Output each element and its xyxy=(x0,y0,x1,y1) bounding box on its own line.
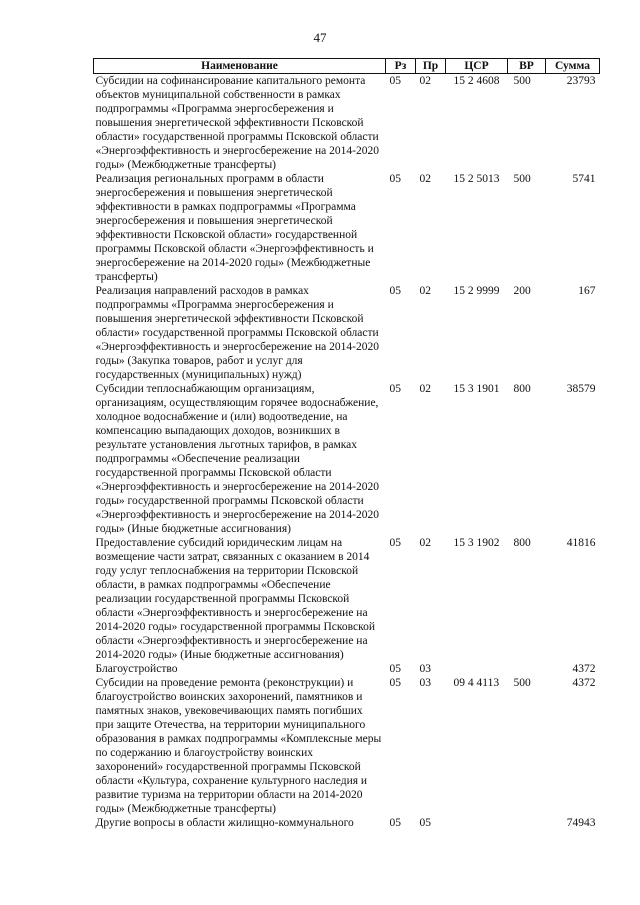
row-pr: 02 xyxy=(419,173,431,185)
table-header-row xyxy=(94,59,600,74)
row-sum: 5741 xyxy=(572,173,596,185)
row-sum: 38579 xyxy=(566,383,596,395)
row-vr: 200 xyxy=(513,285,531,297)
table-row xyxy=(94,172,600,284)
row-csr: 09 4 4113 xyxy=(453,677,500,689)
row-rz: 05 xyxy=(389,173,401,185)
row-vr: 500 xyxy=(513,173,531,185)
row-csr: 15 2 4608 xyxy=(453,75,500,87)
row-csr: 15 2 9999 xyxy=(453,285,500,297)
row-sum: 167 xyxy=(578,285,596,297)
row-vr xyxy=(508,816,546,830)
row-pr: 02 xyxy=(419,75,431,87)
row-sum: 23793 xyxy=(566,75,596,87)
row-name: Субсидии на софинансирование капитального ремонта объектов муниципальной собственности в рамках подпрограммы «Программа энергосбережения и повышения энергетической эффективности Псковской области» государственной программы Псковской области «Энергоэффективность и энергосбережение на 2014-2020 годы» (Межбюджетные трансферты) xyxy=(95,75,379,171)
row-pr: 02 xyxy=(419,537,431,549)
page-number: 47 xyxy=(313,30,327,45)
header-pr: Пр xyxy=(416,59,446,74)
table-row xyxy=(94,662,600,676)
row-name: Реализация направлений расходов в рамках подпрограммы «Программа энергосбережения и повышения энергетической эффективности Псковской области» государственной программы Псковской области «Энергоэффективность и энергосбережение на 2014-2020 годы» (Закупка товаров, работ и услуг для государственных (муниципальных) нужд) xyxy=(95,285,379,381)
row-vr: 500 xyxy=(513,75,531,87)
table-row xyxy=(94,816,600,830)
row-sum: 74943 xyxy=(566,817,596,829)
row-name: Реализация региональных программ в области энергосбережения и повышения энергетической эффективности в рамках подпрограммы «Программа энергосбережения и повышения энергетической эффективности Псковской области» государственной программы Псковской области «Энергоэффективность и энергосбережение на 2014-2020 годы» (Межбюджетные трансферты) xyxy=(95,173,374,283)
row-rz: 05 xyxy=(389,817,401,829)
header-sum: Сумма xyxy=(546,59,600,74)
row-sum: 41816 xyxy=(566,537,596,549)
row-vr: 500 xyxy=(513,677,531,689)
row-rz: 05 xyxy=(389,285,401,297)
row-pr: 03 xyxy=(419,677,431,689)
budget-table xyxy=(93,58,600,830)
row-csr: 15 3 1902 xyxy=(453,537,500,549)
header-csr: ЦСР xyxy=(446,59,508,74)
row-csr xyxy=(446,662,508,676)
row-rz: 05 xyxy=(389,75,401,87)
table-row xyxy=(94,676,600,816)
row-name: Субсидии на проведение ремонта (реконструкции) и благоустройство воинских захоронений, памятников и памятных знаков, увековечивающих память погибших при защите Отечества, на территории муниципального образования в рамках подпрограммы «Комплексные меры по содержанию и благоустройству воинских захоронений» государственной программы Псковской области «Культура, сохранение культурного наследия и развитие туризма на территории области на 2014-2020 годы» (Межбюджетные трансферты) xyxy=(95,677,382,815)
table-row xyxy=(94,74,600,173)
row-name: Благоустройство xyxy=(95,663,178,675)
row-rz: 05 xyxy=(389,383,401,395)
row-vr xyxy=(508,662,546,676)
row-sum: 4372 xyxy=(572,663,596,675)
row-vr: 800 xyxy=(513,537,531,549)
table-row xyxy=(94,284,600,382)
row-sum: 4372 xyxy=(572,677,596,689)
row-pr: 03 xyxy=(419,663,431,675)
row-pr: 02 xyxy=(419,383,431,395)
row-pr: 02 xyxy=(419,285,431,297)
row-rz: 05 xyxy=(389,677,401,689)
row-name: Предоставление субсидий юридическим лицам на возмещение части затрат, связанных с оказанием в 2014 году услуг теплоснабжения на территории Псковской области, в рамках подпрограммы «Обеспечение реализации государственной программы Псковской области «Энергоэффективность и энергосбережение на 2014-2020 годы» государственной программы Псковской области «Энергоэффективность и энергосбережение на 2014-2020 годы» (Иные бюджетные ассигнования) xyxy=(95,537,376,661)
row-vr: 800 xyxy=(513,383,531,395)
row-name: Другие вопросы в области жилищно-коммунального xyxy=(95,817,354,829)
header-name: Наименование xyxy=(94,59,386,74)
header-rz: Рз xyxy=(386,59,416,74)
table-row xyxy=(94,536,600,662)
row-csr: 15 2 5013 xyxy=(453,173,500,185)
row-csr: 15 3 1901 xyxy=(453,383,500,395)
table-row xyxy=(94,382,600,536)
header-vr: ВР xyxy=(508,59,546,74)
row-name: Субсидии теплоснабжающим организациям, организациям, осуществляющим горячее водоснабжение, холодное водоснабжение и (или) водоотведение, на компенсацию выпадающих доходов, возникших в результате установления льготных тарифов, в рамках подпрограммы «Обеспечение реализации государственной программы Псковской области «Энергоэффективность и энергосбережение на 2014-2020 годы» государственной программы Псковской области «Энергоэффективность и энергосбережение на 2014-2020 годы» (Иные бюджетные ассигнования) xyxy=(95,383,379,535)
row-csr xyxy=(446,816,508,830)
row-rz: 05 xyxy=(389,663,401,675)
row-rz: 05 xyxy=(389,537,401,549)
row-pr: 05 xyxy=(419,817,431,829)
